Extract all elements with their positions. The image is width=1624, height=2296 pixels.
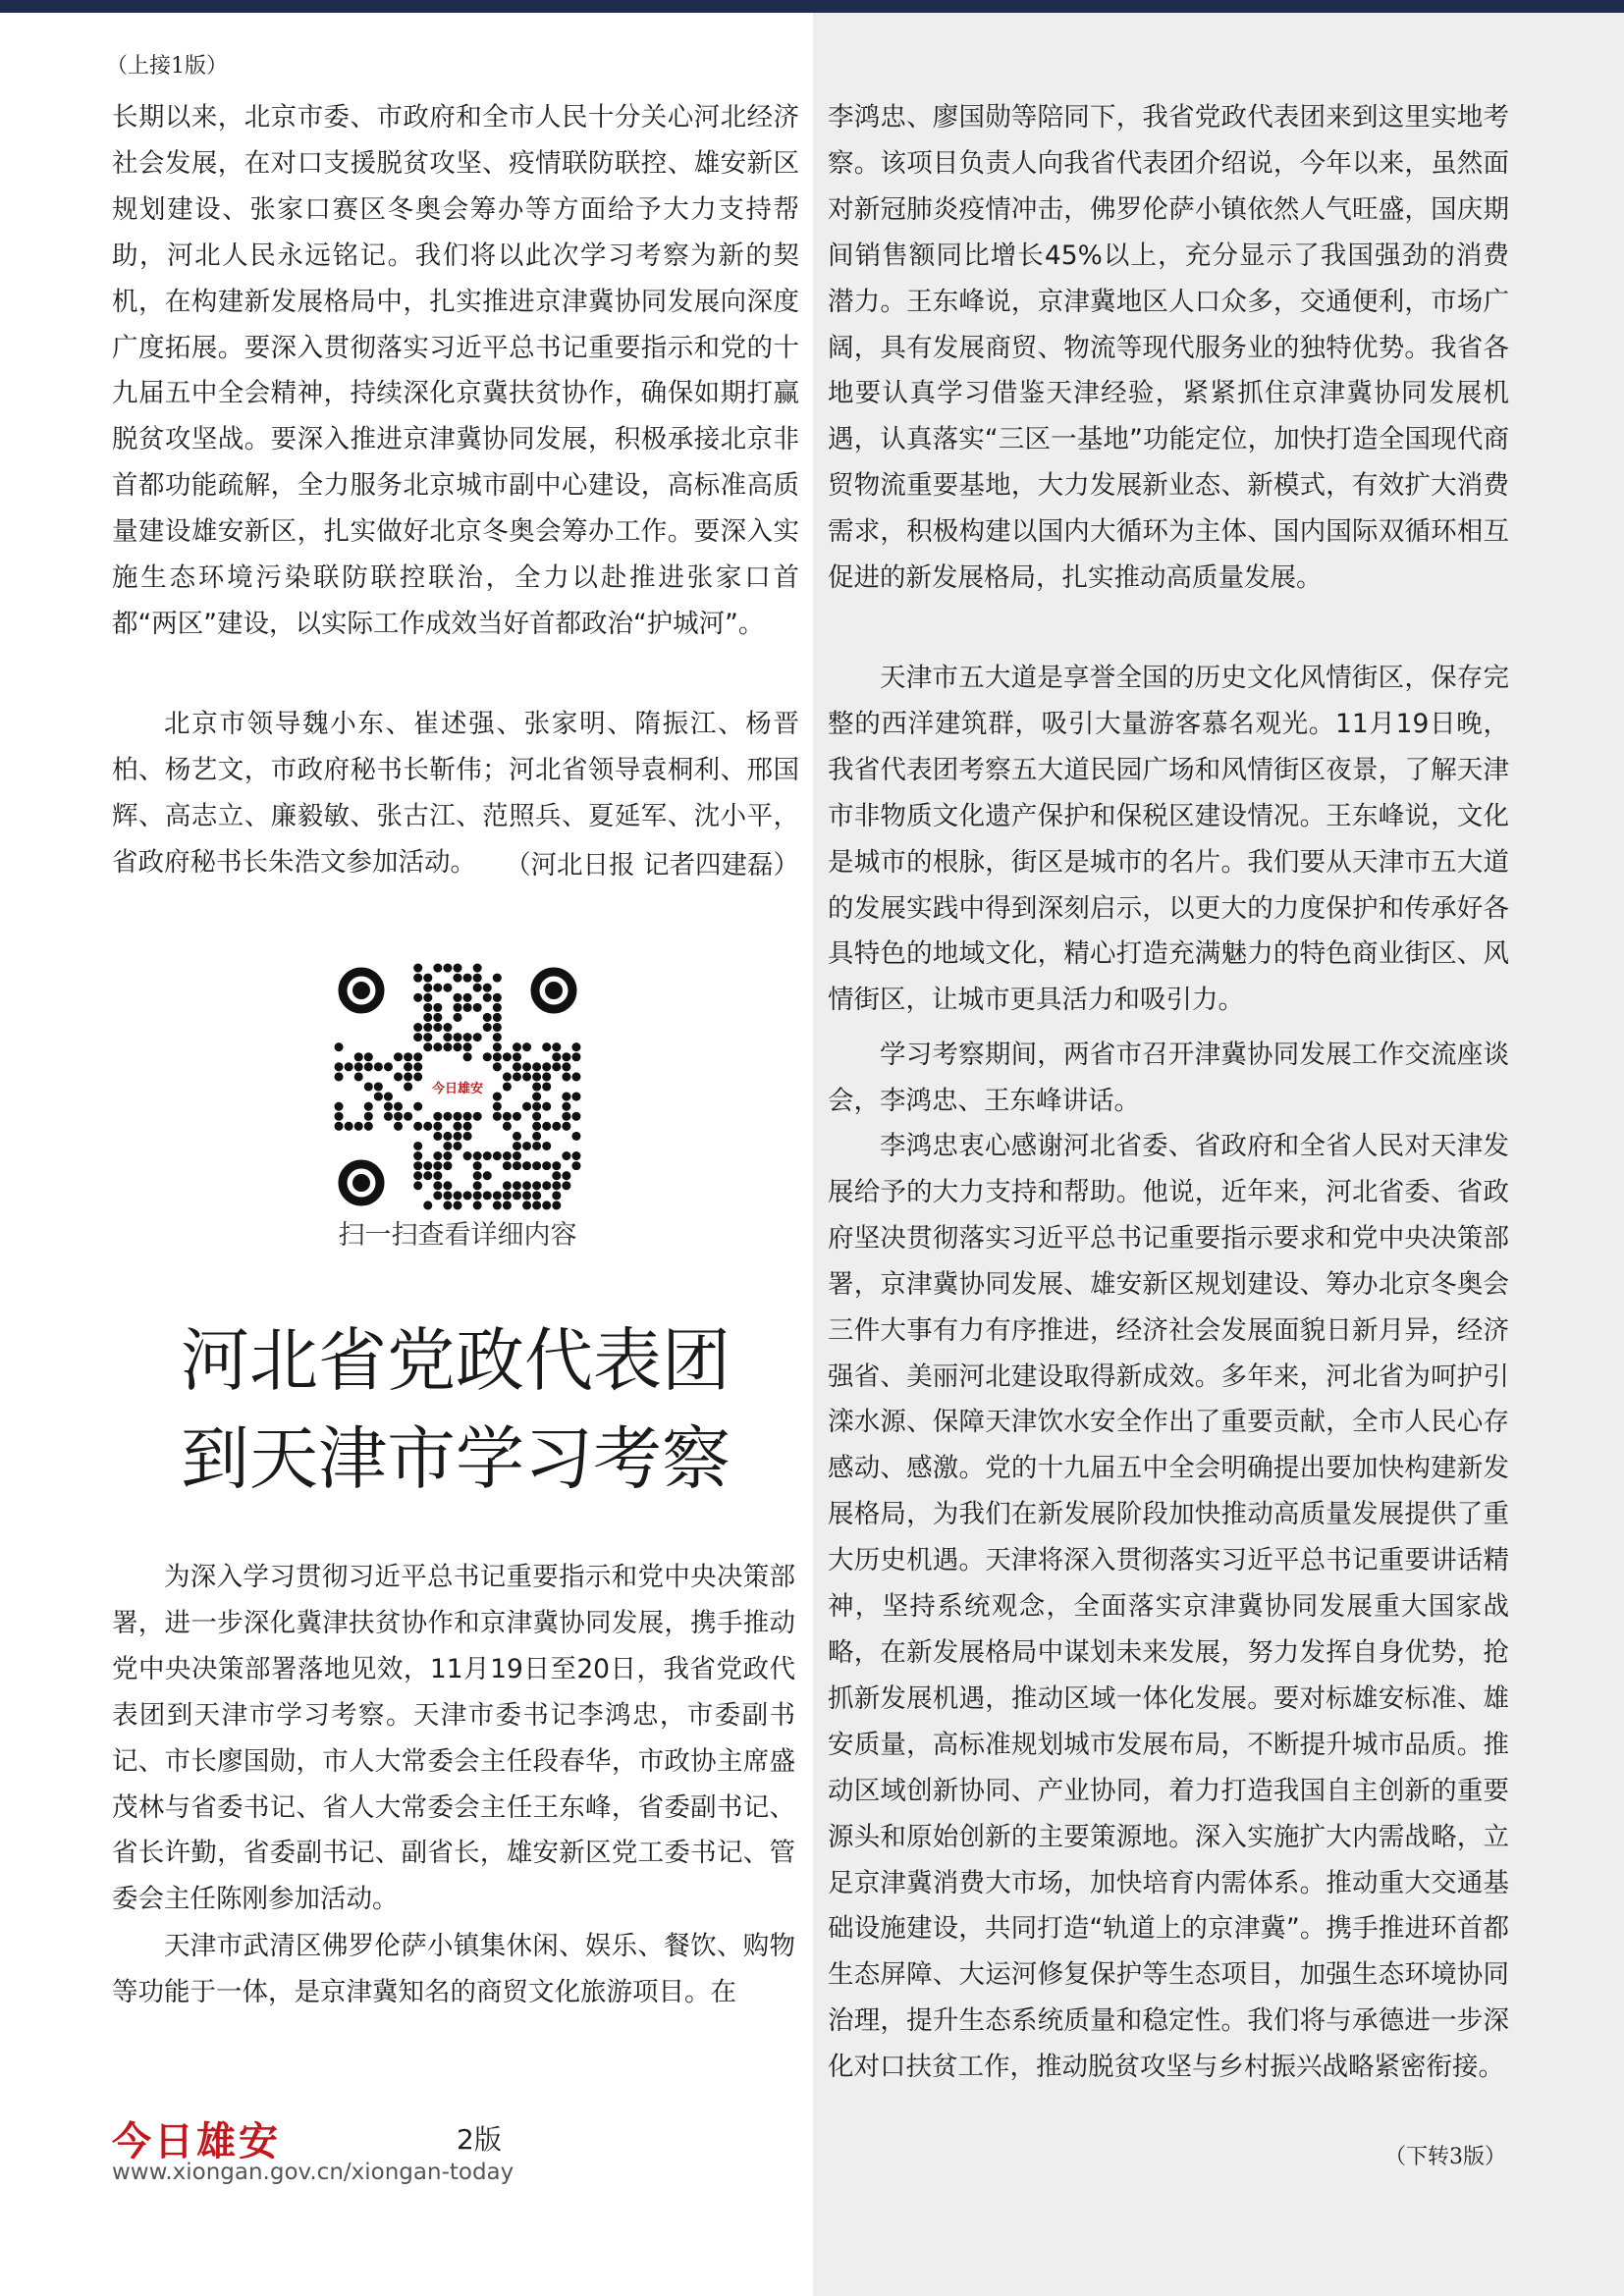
right-paragraph-3: 学习考察期间，两省市召开津冀协同发展工作交流座谈会，李鸿忠、王东峰讲话。	[828, 1040, 1509, 1116]
continued-from-note: （上接1版）	[106, 54, 228, 79]
qr-center-logo: 今日雄安	[431, 1082, 484, 1096]
left-paragraph-1: 长期以来，北京市委、市政府和全市人民十分关心河北经济社会发展，在对口支援脱贫攻坚、疫情联防联控、雄安新区规划建设、张家口赛区冬奥会筹办等方面给予大力支持帮助，河北人民永远铭记。我们将以此次学习考察为新的契机，在构建新发展格局中，扎实推进京津冀协同发展向深度广度拓展。要深入贯彻落实习近平总书记重要指示和党的十九届五中全会精神，持续深化京冀扶贫协作，确保如期打赢脱贫攻坚战。要深入推进京津冀协同发展，积极承接北京非首都功能疏解，全力服务北京城市副中心建设，高标准高质量建设雄安新区，扎实做好北京冬奥会筹办工作。要深入实施生态环境污染联防联控联治，全力以赴推进张家口首都“两区”建设，以实际工作成效当好首都政治“护城河”。	[112, 102, 799, 639]
right-paragraph-2: 天津市五大道是享誉全国的历史文化风情街区，保存完整的西洋建筑群，吸引大量游客慕名观光。11月19日晚，我省代表团考察五大道民园广场和风情街区夜景，了解天津市非物质文化遗产保护和保税区建设情况。王东峰说，文化是城市的根脉，街区是城市的名片。我们要从天津市五大道的发展实践中得到深刻启示，以更大的力度保护和传承好各具特色的地域文化，精心打造充满魅力的特色商业街区、风情街区，让城市更具活力和吸引力。	[828, 663, 1509, 1016]
left-paragraph-2: 北京市领导魏小东、崔述强、张家明、隋振江、杨晋柏、杨艺文，市政府秘书长靳伟；河北省领导袁桐利、邢国辉、高志立、廉毅敏、张古江、范照兵、夏延军、沈小平，省政府秘书长朱浩文参加活动。	[112, 709, 799, 878]
site-url[interactable]: www.xiongan.gov.cn/xiongan-today	[112, 2160, 514, 2185]
attribution: （河北日报 记者四建磊）	[505, 850, 799, 881]
headline-line-2: 到天津市学习考察	[181, 1418, 731, 1499]
top-color-bar	[0, 0, 1624, 13]
qr-caption: 扫一扫查看详细内容	[338, 1220, 577, 1251]
continued-to-note: （下转3版）	[1384, 2145, 1506, 2169]
right-paragraph-4: 李鸿忠衷心感谢河北省委、省政府和全省人民对天津发展给予的大力支持和帮助。他说，近年来，河北省委、省政府坚决贯彻落实习近平总书记重要指示要求和党中央决策部署，京津冀协同发展、雄安新区规划建设、筹办北京冬奥会三件大事有力有序推进，经济社会发展面貌日新月异，经济强省、美丽河北建设取得新成效。多年来，河北省为呵护引滦水源、保障天津饮水安全作出了重要贡献，全市人民心存感动、感激。党的十九届五中全会明确提出要加快构建新发展格局，为我们在新发展阶段加快推动高质量发展提供了重大历史机遇。天津将深入贯彻落实习近平总书记重要讲话精神，坚持系统观念，全面落实京津冀协同发展重大国家战略，在新发展格局中谋划未来发展，努力发挥自身优势，抢抓新发展机遇，推动区域一体化发展。要对标雄安标准、雄安质量，高标准规划城市发展布局，不断提升城市品质。推动区域创新协同、产业协同，着力打造我国自主创新的重要源头和原始创新的主要策源地。深入实施扩大内需战略，立足京津冀消费大市场，加快培育内需体系。推动重大交通基础设施建设，共同打造“轨道上的京津冀”。携手推进环首都生态屏障、大运河修复保护等生态项目，加强生态环境协同治理，提升生态系统质量和稳定性。我们将与承德进一步深化对口扶贫工作，推动脱贫攻坚与乡村振兴战略紧密衔接。	[828, 1131, 1509, 2083]
qr-code[interactable]	[334, 963, 581, 1210]
headline-line-1: 河北省党政代表团	[181, 1320, 731, 1401]
publication-logo: 今日雄安	[112, 2118, 281, 2164]
left-paragraph-4: 天津市武清区佛罗伦萨小镇集休闲、娱乐、餐饮、购物等功能于一体，是京津冀知名的商贸文化旅游项目。在	[112, 1931, 795, 2007]
right-paragraph-1: 李鸿忠、廖国勋等陪同下，我省党政代表团来到这里实地考察。该项目负责人向我省代表团介绍说，今年以来，虽然面对新冠肺炎疫情冲击，佛罗伦萨小镇依然人气旺盛，国庆期间销售额同比增长45%以上，充分显示了我国强劲的消费潜力。王东峰说，京津冀地区人口众多，交通便利，市场广阔，具有发展商贸、物流等现代服务业的独特优势。我省各地要认真学习借鉴天津经验，紧紧抓住京津冀协同发展机遇，认真落实“三区一基地”功能定位，加快打造全国现代商贸物流重要基地，大力发展新业态、新模式，有效扩大消费需求，积极构建以国内大循环为主体、国内国际双循环相互促进的新发展格局，扎实推动高质量发展。	[828, 102, 1509, 594]
left-paragraph-3: 为深入学习贯彻习近平总书记重要指示和党中央决策部署，进一步深化冀津扶贫协作和京津冀协同发展，携手推动党中央决策部署落地见效，11月19日至20日，我省党政代表团到天津市学习考察。天津市委书记李鸿忠，市委副书记、市长廖国勋，市人大常委会主任段春华，市政协主席盛茂林与省委书记、省人大常委会主任王东峰，省委副书记、省长许勤，省委副书记、副省长，雄安新区党工委书记、管委会主任陈刚参加活动。	[112, 1562, 795, 1915]
article-headline	[98, 1311, 813, 1508]
page-number: 2版	[457, 2123, 502, 2156]
